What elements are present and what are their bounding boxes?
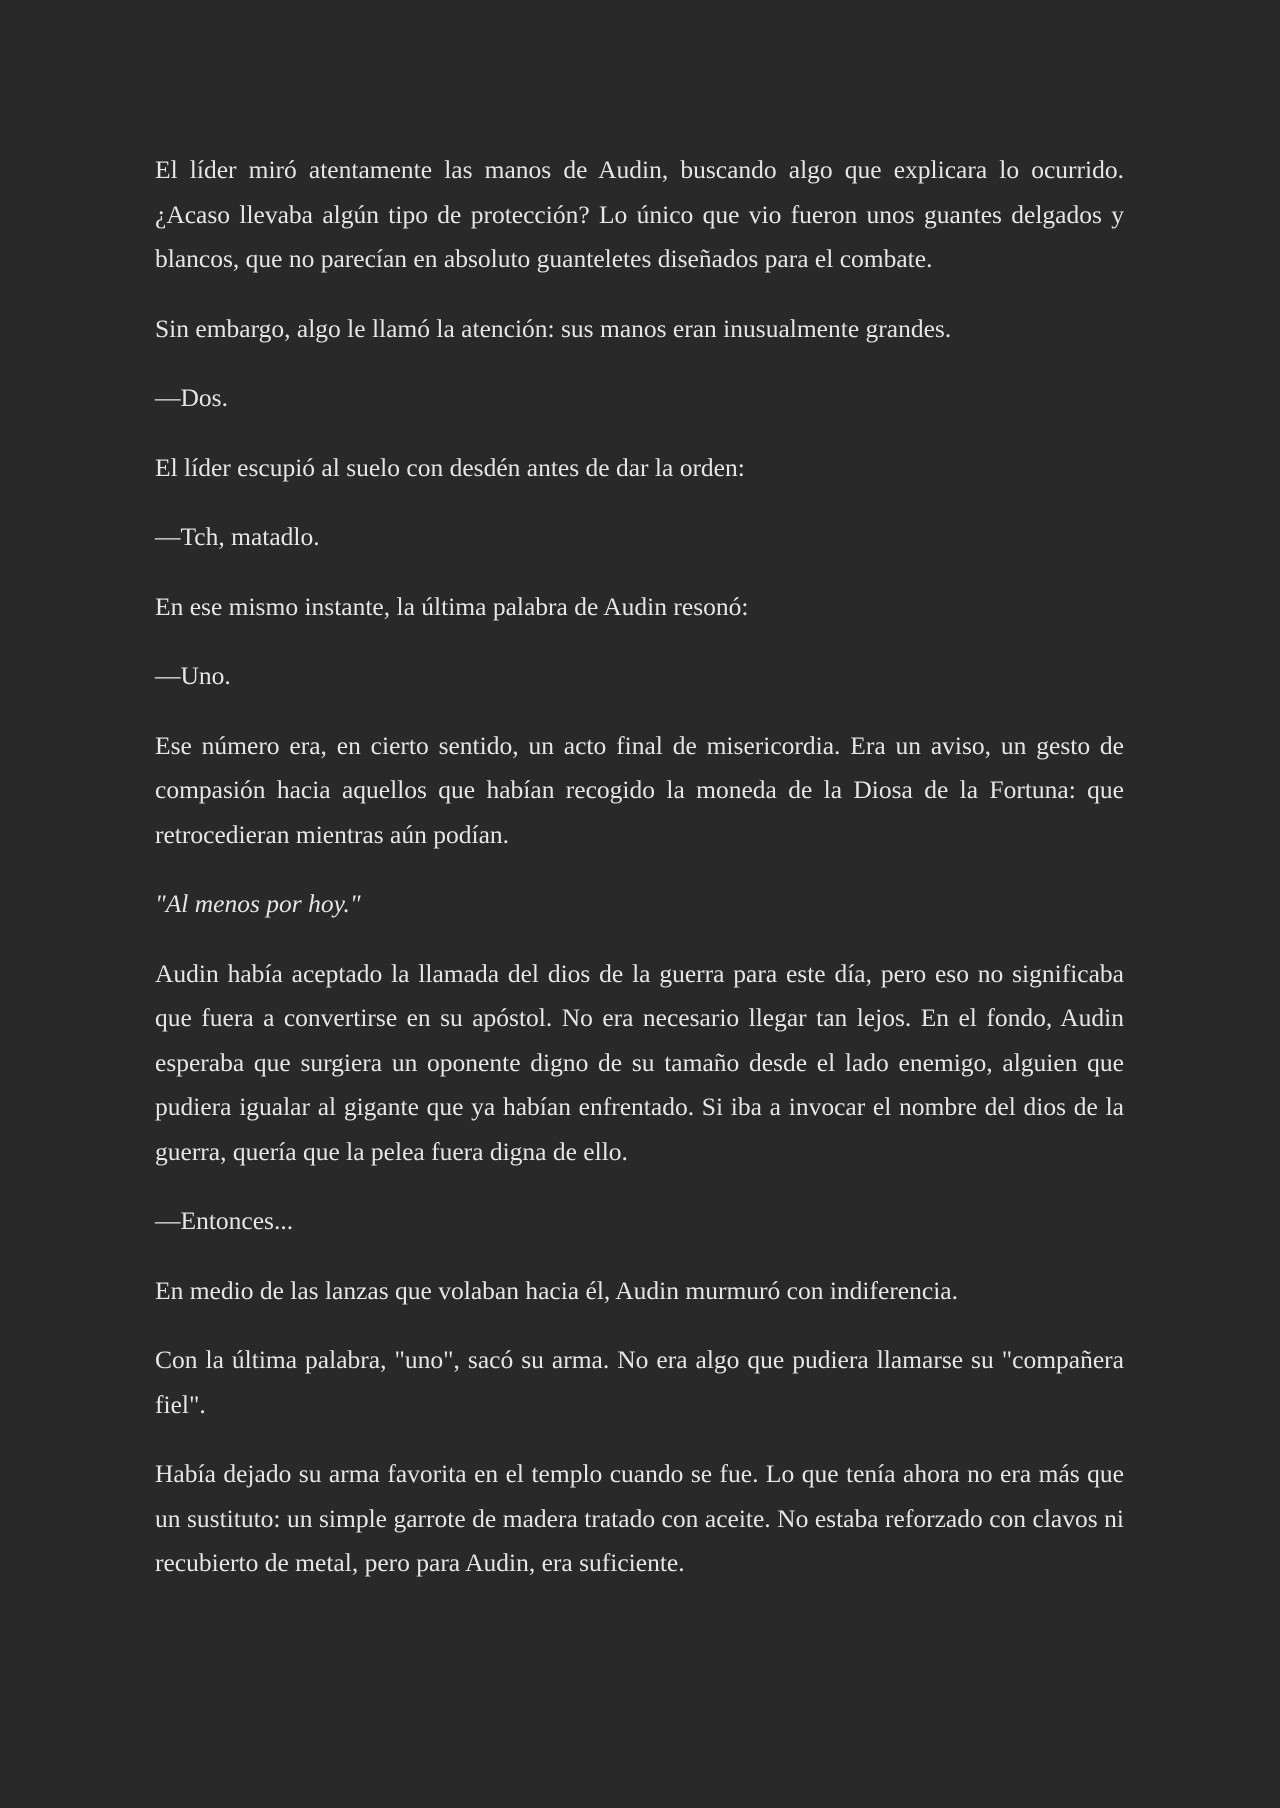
paragraph: El líder miró atentamente las manos de Audin, buscando algo que explicara lo ocurrido. ¿Acaso llevaba algún tipo de protección? Lo único que vio fueron unos guantes delgados y blancos, que no parecían en absoluto guanteletes diseñados para el combate.	[155, 155, 1124, 273]
paragraph: En ese mismo instante, la última palabra de Audin resonó:	[155, 591, 749, 621]
dialogue-line: —Entonces...	[155, 1206, 294, 1235]
dialogue-line: —Dos.	[155, 383, 228, 412]
paragraph: Con la última palabra, "uno", sacó su arma. No era algo que pudiera llamarse su "compañera fiel".	[155, 1345, 1124, 1419]
paragraph: Había dejado su arma favorita en el templo cuando se fue. Lo que tenía ahora no era más que un sustituto: un simple garrote de madera tratado con aceite. No estaba reforzado con clavos ni recubierto de metal, pero para Audin, era suficiente.	[155, 1459, 1124, 1577]
italic-thought: "Al menos por hoy."	[155, 889, 361, 918]
dialogue-line: —Uno.	[155, 661, 231, 690]
paragraph: En medio de las lanzas que volaban hacia él, Audin murmuró con indiferencia.	[155, 1275, 958, 1305]
paragraph: El líder escupió al suelo con desdén antes de dar la orden:	[155, 452, 745, 482]
paragraph: Ese número era, en cierto sentido, un acto final de misericordia. Era un aviso, un gesto de compasión hacia aquellos que habían recogido la moneda de la Diosa de la Fortuna: que retrocedieran mientras aún podían.	[155, 730, 1124, 849]
dialogue-line: —Tch, matadlo.	[155, 522, 320, 551]
paragraph: Sin embargo, algo le llamó la atención: sus manos eran inusualmente grandes.	[155, 313, 952, 343]
paragraph: Audin había aceptado la llamada del dios de la guerra para este día, pero eso no significaba que fuera a convertirse en su apóstol. No era necesario llegar tan lejos. En el fondo, Audin esperaba que surgiera un oponente digno de su tamaño desde el lado enemigo, alguien que pudiera igualar al gigante que ya habían enfrentado. Si iba a invocar el nombre del dios de la guerra, quería que la pelea fuera digna de ello.	[155, 958, 1124, 1166]
